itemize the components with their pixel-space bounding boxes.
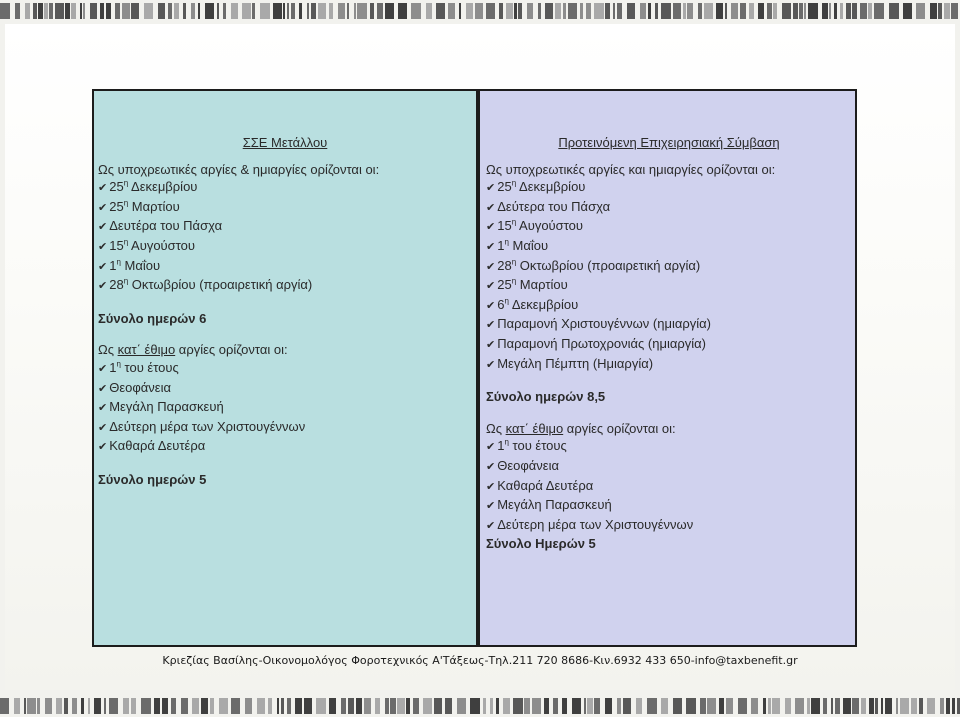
stripe-bar <box>627 3 635 19</box>
stripe-bar <box>513 698 523 714</box>
stripe-bar <box>15 3 20 19</box>
stripe-bar <box>445 698 452 714</box>
stripe-bar <box>875 698 878 714</box>
stripe-bar <box>834 3 837 19</box>
stripe-bar <box>181 698 188 714</box>
stripe-bar <box>94 698 101 714</box>
checklist-item: ✔ Δεύτερα του Πάσχα <box>486 198 852 218</box>
checklist-item: ✔ $28^\eta$ Οκτωβρίου (προαιρετική αργία) <box>486 257 852 277</box>
bottom-decorative-stripe <box>0 695 960 717</box>
left-mandatory-list <box>98 178 472 296</box>
stripe-bar <box>772 698 780 714</box>
stripe-bar <box>648 3 651 19</box>
stripe-bar <box>940 698 944 714</box>
stripe-bar <box>33 3 37 19</box>
stripe-bar <box>785 698 791 714</box>
stripe-bar <box>273 3 282 19</box>
stripe-bar <box>822 3 828 19</box>
stripe-bar <box>329 698 336 714</box>
stripe-bar <box>544 698 549 714</box>
stripe-bar <box>231 698 240 714</box>
stripe-bar <box>731 3 738 19</box>
checklist-item: ✔ $1^\eta$ Μαΐου <box>486 237 852 257</box>
stripe-bar <box>377 3 383 19</box>
stripe-bar <box>881 698 883 714</box>
stripe-bar <box>499 3 503 19</box>
stripe-bar <box>496 698 499 714</box>
stripe-bar <box>100 3 104 19</box>
stripe-bar <box>869 698 874 714</box>
stripe-bar <box>572 698 581 714</box>
stripe-bar <box>514 3 517 19</box>
stripe-bar <box>725 3 727 19</box>
stripe-bar <box>448 3 455 19</box>
stripe-bar <box>283 3 285 19</box>
stripe-bar <box>168 3 172 19</box>
stripe-bar <box>683 3 686 19</box>
stripe-bar <box>617 3 622 19</box>
stripe-bar <box>687 3 693 19</box>
stripe-bar <box>245 698 252 714</box>
stripe-bar <box>385 3 394 19</box>
stripe-bar <box>356 698 362 714</box>
checklist-item: ✔ Καθαρά Δευτέρα <box>486 477 852 497</box>
stripe-bar <box>698 3 702 19</box>
stripe-bar <box>171 698 176 714</box>
stripe-bar <box>158 3 165 19</box>
stripe-bar <box>329 3 333 19</box>
stripe-bar <box>861 698 866 714</box>
checklist-item: ✔ Παραμονή Πρωτοχρονιάς (ημιαργία) <box>486 335 852 355</box>
checklist-item: ✔ $25^\eta$ Δεκεμβρίου <box>98 178 472 198</box>
stripe-bar <box>348 698 354 714</box>
stripe-bar <box>860 3 867 19</box>
stripe-bar <box>141 698 151 714</box>
left-total-custom: Σύνολο ημερών 5 <box>98 471 207 487</box>
stripe-bar <box>55 3 64 19</box>
stripe-bar <box>896 698 898 714</box>
stripe-bar <box>411 3 421 19</box>
stripe-bar <box>37 698 40 714</box>
stripe-bar <box>840 3 843 19</box>
stripe-bar <box>524 698 530 714</box>
stripe-bar <box>829 3 831 19</box>
stripe-bar <box>14 698 20 714</box>
stripe-bar <box>758 3 764 19</box>
stripe-bar <box>719 698 724 714</box>
right-heading: Προτεινόμενη Επιχειρησιακή Σύμβαση <box>558 135 780 150</box>
checklist-item: ✔ Παραμονή Χριστουγέννων (ημιαργία) <box>486 315 852 335</box>
stripe-bar <box>287 3 289 19</box>
stripe-bar <box>144 3 153 19</box>
stripe-bar <box>503 698 510 714</box>
stripe-bar <box>338 3 345 19</box>
left-column <box>98 134 472 489</box>
stripe-bar <box>277 698 279 714</box>
stripe-bar <box>223 3 226 19</box>
stripe-bar <box>316 698 326 714</box>
stripe-bar <box>562 698 567 714</box>
stripe-bar <box>749 3 754 19</box>
stripe-bar <box>927 698 935 714</box>
stripe-bar <box>44 3 48 19</box>
stripe-bar <box>65 3 70 19</box>
footer-contact: Κριεζίας Βασίλης-Οικονομολόγος Φοροτεχνικός Α'Τάξεως-Τηλ.211 720 8686-Κιν.6932 433 650-info@taxbenefit.gr <box>162 654 798 667</box>
stripe-bar <box>397 698 405 714</box>
stripe-bar <box>0 3 10 19</box>
stripe-bar <box>919 698 923 714</box>
checklist-item: ✔ $25^\eta$ Δεκεμβρίου <box>486 178 852 198</box>
stripe-bar <box>946 698 950 714</box>
checklist-item: ✔ Δεύτερη μέρα των Χριστουγέννων <box>98 418 472 438</box>
stripe-bar <box>406 698 410 714</box>
stripe-bar <box>219 698 228 714</box>
stripe-bar <box>726 698 733 714</box>
stripe-bar <box>398 3 407 19</box>
stripe-bar <box>700 698 706 714</box>
stripe-bar <box>811 698 820 714</box>
checklist-item: ✔ $1^\eta$ Μαΐου <box>98 257 472 277</box>
stripe-bar <box>605 3 610 19</box>
checklist-item: ✔ Καθαρά Δευτέρα <box>98 437 472 457</box>
stripe-bar <box>162 698 168 714</box>
stripe-bar <box>518 3 522 19</box>
checklist-item: ✔ Μεγάλη Παρασκευή <box>486 496 852 516</box>
stripe-bar <box>423 698 432 714</box>
left-custom-intro: Ως κατ΄ έθιμο αργίες ορίζονται οι: <box>98 342 288 358</box>
stripe-bar <box>831 698 833 714</box>
stripe-bar <box>532 698 541 714</box>
stripe-bar <box>911 698 917 714</box>
stripe-bar <box>751 698 758 714</box>
checklist-item: ✔ $25^\eta$ Μαρτίου <box>98 198 472 218</box>
stripe-bar <box>799 3 803 19</box>
stripe-bar <box>426 3 432 19</box>
right-custom-list <box>486 437 852 535</box>
left-custom-underlined: κατ΄ έθιμο <box>117 342 176 358</box>
stripe-bar <box>738 698 747 714</box>
stripe-bar <box>938 3 942 19</box>
stripe-bar <box>852 698 859 714</box>
stripe-bar <box>122 3 130 19</box>
right-custom-underlined: κατ΄ έθιμο <box>505 420 564 436</box>
checklist-item: ✔ Θεοφάνεια <box>486 457 852 477</box>
stripe-bar <box>889 3 899 19</box>
stripe-bar <box>154 698 160 714</box>
stripe-bar <box>636 698 642 714</box>
stripe-bar <box>131 3 139 19</box>
stripe-bar <box>217 3 219 19</box>
stripe-bar <box>45 698 52 714</box>
right-column <box>486 134 852 553</box>
stripe-bar <box>594 3 604 19</box>
stripe-bar <box>763 698 766 714</box>
checklist-item: ✔ $28^\eta$ Οκτωβρίου (προαιρετική αργία) <box>98 276 472 296</box>
stripe-bar <box>257 698 265 714</box>
stripe-bar <box>281 698 284 714</box>
stripe-bar <box>341 698 346 714</box>
stripe-bar <box>318 3 326 19</box>
stripe-bar <box>466 3 473 19</box>
stripe-bar <box>843 698 851 714</box>
stripe-bar <box>782 3 791 19</box>
stripe-bar <box>364 698 371 714</box>
stripe-bar <box>72 698 77 714</box>
stripe-bar <box>24 698 26 714</box>
stripe-bar <box>174 3 179 19</box>
stripe-bar <box>874 3 884 19</box>
stripe-bar <box>852 3 857 19</box>
stripe-bar <box>183 3 186 19</box>
stripe-bar <box>768 698 771 714</box>
stripe-bar <box>49 3 53 19</box>
stripe-bar <box>605 698 612 714</box>
stripe-bar <box>88 698 90 714</box>
stripe-bar <box>617 698 621 714</box>
stripe-bar <box>459 3 461 19</box>
stripe-bar <box>823 698 827 714</box>
stripe-bar <box>307 3 309 19</box>
checklist-item: ✔ $15^\eta$ Αυγούστου <box>486 217 852 237</box>
stripe-bar <box>252 3 255 19</box>
stripe-bar <box>470 698 480 714</box>
stripe-bar <box>545 3 553 19</box>
stripe-bar <box>475 3 483 19</box>
stripe-bar <box>231 3 238 19</box>
stripe-bar <box>868 3 872 19</box>
stripe-bar <box>587 698 593 714</box>
stripe-bar <box>64 698 68 714</box>
left-custom-list <box>98 359 472 457</box>
stripe-bar <box>584 698 586 714</box>
checklist-item: ✔ Μεγάλη Πέμπτη (Ημιαργία) <box>486 355 852 375</box>
stripe-bar <box>0 698 9 714</box>
stripe-bar <box>71 3 76 19</box>
stripe-bar <box>885 698 892 714</box>
stripe-bar <box>198 3 200 19</box>
stripe-bar <box>201 698 208 714</box>
stripe-bar <box>716 3 723 19</box>
stripe-bar <box>104 698 106 714</box>
left-heading: ΣΣΕ Μετάλλου <box>242 135 328 150</box>
stripe-bar <box>357 3 367 19</box>
stripe-bar <box>951 3 958 19</box>
stripe-bar <box>131 698 136 714</box>
stripe-bar <box>903 3 912 19</box>
stripe-bar <box>613 3 615 19</box>
stripe-bar <box>647 698 657 714</box>
stripe-bar <box>527 3 533 19</box>
stripe-bar <box>260 3 270 19</box>
stripe-bar <box>205 3 214 19</box>
stripe-bar <box>807 698 810 714</box>
stripe-bar <box>109 698 118 714</box>
stripe-bar <box>767 3 772 19</box>
stripe-bar <box>490 698 493 714</box>
right-custom-intro: Ως κατ΄ έθιμο αργίες ορίζονται οι: <box>486 420 676 436</box>
stripe-bar <box>123 698 129 714</box>
stripe-bar <box>354 3 356 19</box>
stripe-bar <box>311 3 316 19</box>
stripe-bar <box>846 3 851 19</box>
stripe-bar <box>673 3 681 19</box>
stripe-bar <box>586 3 591 19</box>
stripe-bar <box>661 3 671 19</box>
stripe-bar <box>191 3 195 19</box>
stripe-bar <box>538 3 541 19</box>
checklist-item: ✔ $15^\eta$ Αυγούστου <box>98 237 472 257</box>
stripe-bar <box>83 3 85 19</box>
stripe-bar <box>773 3 777 19</box>
left-intro: Ως υποχρεωτικές αργίες & ημιαργίες ορίζονται οι: <box>98 161 380 177</box>
stripe-bar <box>304 698 312 714</box>
stripe-bar <box>375 698 380 714</box>
stripe-bar <box>673 698 682 714</box>
right-mandatory-list <box>486 178 852 374</box>
stripe-bar <box>370 3 374 19</box>
stripe-bar <box>115 3 120 19</box>
checklist-item: ✔ Δεύτερη μέρα των Χριστουγέννων <box>486 516 852 536</box>
top-decorative-stripe <box>0 0 960 22</box>
stripe-bar <box>295 698 302 714</box>
stripe-bar <box>795 698 804 714</box>
left-total-mandatory: Σύνολο ημερών 6 <box>98 310 207 326</box>
checklist-item: ✔ $25^\eta$ Μαρτίου <box>486 276 852 296</box>
stripe-bar <box>81 698 84 714</box>
stripe-bar <box>483 698 486 714</box>
stripe-bar <box>568 3 577 19</box>
checklist-item: ✔ $1^\eta$ του έτους <box>486 437 852 457</box>
stripe-bar <box>347 3 349 19</box>
stripe-bar <box>707 698 716 714</box>
stripe-bar <box>299 3 302 19</box>
stripe-bar <box>27 698 36 714</box>
right-total-custom: Σύνολο Ημερών 5 <box>486 536 596 552</box>
stripe-bar <box>436 3 445 19</box>
stripe-bar <box>640 3 646 19</box>
stripe-bar <box>594 698 600 714</box>
stripe-bar <box>90 3 97 19</box>
stripe-bar <box>25 3 30 19</box>
stripe-bar <box>506 3 513 19</box>
right-intro: Ως υποχρεωτικές αργίες και ημιαργίες ορίζονται οι: <box>486 161 776 177</box>
stripe-bar <box>793 3 798 19</box>
stripe-bar <box>835 698 840 714</box>
stripe-bar <box>900 698 909 714</box>
stripe-bar <box>38 3 43 19</box>
stripe-bar <box>661 698 668 714</box>
stripe-bar <box>623 698 631 714</box>
right-total-mandatory: Σύνολο ημερών 8,5 <box>486 389 606 405</box>
stripe-bar <box>390 698 396 714</box>
stripe-bar <box>457 698 466 714</box>
stripe-bar <box>268 698 272 714</box>
stripe-bar <box>655 3 658 19</box>
stripe-bar <box>740 3 746 19</box>
stripe-bar <box>804 3 806 19</box>
stripe-bar <box>210 698 214 714</box>
stripe-bar <box>944 3 950 19</box>
stripe-bar <box>192 698 199 714</box>
stripe-bar <box>563 3 566 19</box>
stripe-bar <box>580 3 583 19</box>
checklist-item: ✔ Μεγάλη Παρασκευή <box>98 398 472 418</box>
stripe-bar <box>916 3 925 19</box>
stripe-bar <box>704 3 713 19</box>
stripe-bar <box>930 3 937 19</box>
stripe-bar <box>808 3 818 19</box>
stripe-bar <box>686 698 696 714</box>
checklist-item: ✔ Θεοφάνεια <box>98 379 472 399</box>
stripe-bar <box>106 3 111 19</box>
checklist-item: ✔ $1^\eta$ του έτους <box>98 359 472 379</box>
stripe-bar <box>385 698 389 714</box>
stripe-bar <box>555 3 561 19</box>
stripe-bar <box>486 3 495 19</box>
stripe-bar <box>56 698 62 714</box>
stripe-bar <box>291 3 295 19</box>
stripe-bar <box>952 698 955 714</box>
stripe-bar <box>242 3 251 19</box>
checklist-item: ✔ $6^\eta$ Δεκεμβρίου <box>486 296 852 316</box>
stripe-bar <box>413 698 419 714</box>
stripe-bar <box>553 698 558 714</box>
stripe-bar <box>287 698 291 714</box>
checklist-item: ✔ Δευτέρα του Πάσχα <box>98 217 472 237</box>
stripe-bar <box>80 3 82 19</box>
stripe-bar <box>434 698 442 714</box>
